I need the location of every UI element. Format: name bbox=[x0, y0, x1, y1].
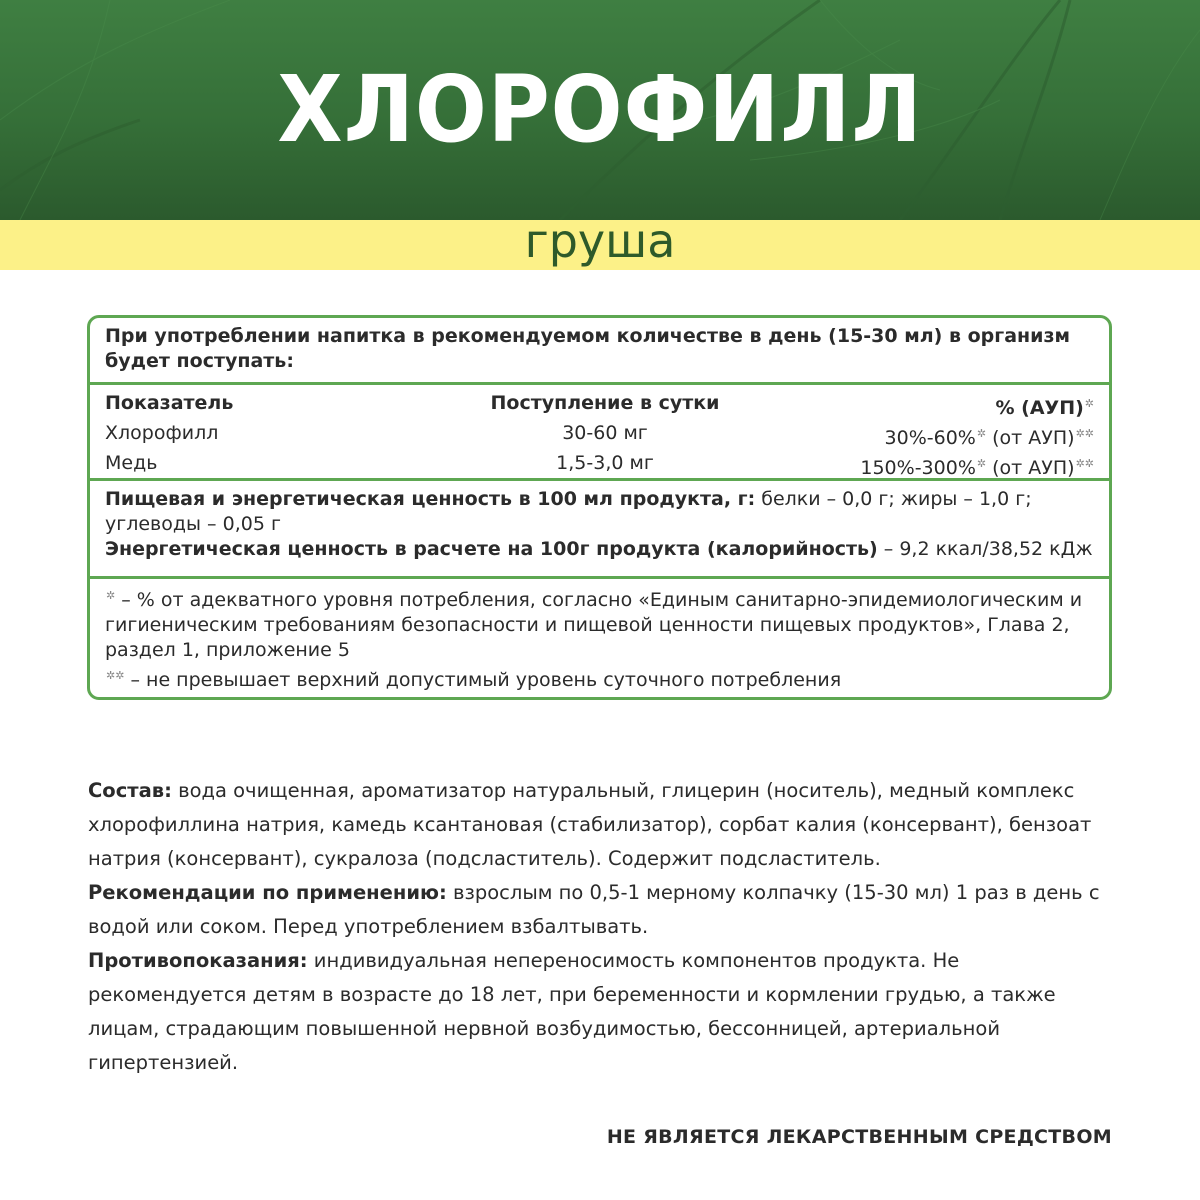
flavor-label: груша bbox=[524, 214, 676, 268]
header-indicator: Показатель bbox=[105, 392, 234, 414]
row-percent-suffix: (от АУП) bbox=[992, 457, 1075, 479]
double-asterisk-icon: ✲✲ bbox=[1075, 427, 1094, 440]
row-percent-value: 30%-60% bbox=[884, 427, 976, 449]
intro-text: При употреблении напитка в рекомендуемом количестве в день (15-30 мл) в организм будет поступать: bbox=[105, 325, 1071, 372]
energy-line bbox=[105, 537, 1094, 562]
product-description bbox=[88, 774, 1118, 1080]
composition-label: Состав: bbox=[88, 779, 172, 802]
composition-text: вода очищенная, ароматизатор натуральный, глицерин (носитель), медный комплекс хлорофиллина натрия, камедь ксантановая (стабилизатор), сорбат калия (консервант), бензоат натрия (консервант), сукралоза (подсластитель). Содержит подсластитель. bbox=[88, 779, 1092, 870]
nutrition-value: белки – 0,0 г; жиры – 1,0 г; углеводы – 0,05 г bbox=[105, 488, 1032, 535]
header-percent bbox=[805, 391, 1094, 421]
header-daily-intake: Поступление в сутки bbox=[490, 392, 720, 414]
row-percent bbox=[805, 451, 1094, 481]
usage-paragraph bbox=[88, 876, 1118, 944]
composition-paragraph bbox=[88, 774, 1118, 876]
row-percent bbox=[805, 421, 1094, 451]
header-percent-text: % (АУП) bbox=[995, 397, 1084, 419]
usage-label: Рекомендации по применению: bbox=[88, 881, 447, 904]
flavor-band bbox=[0, 214, 1200, 270]
footnotes-section bbox=[90, 576, 1109, 700]
footnote-2-text: – не превышает верхний допустимый уровень суточного потребления bbox=[124, 669, 842, 691]
asterisk-icon: ✲ bbox=[106, 589, 116, 602]
nutrition-label: Пищевая и энергетическая ценность в 100 мл продукта, г: bbox=[105, 488, 756, 510]
energy-label: Энергетическая ценность в расчете на 100г продукта (калорийность) bbox=[105, 538, 878, 560]
product-title: ХЛОРОФИЛЛ bbox=[277, 56, 923, 163]
row-daily-intake: 30-60 мг bbox=[562, 422, 648, 444]
contraindications-text: индивидуальная непереносимость компонентов продукта. Не рекомендуется детям в возрасте до 18 лет, при беременности и кормлении грудью, а также лицам, страдающим повышенной нервной возбудимостью, бессонницей, артериальной гипертензией. bbox=[88, 949, 1056, 1074]
intake-table bbox=[90, 382, 1109, 480]
contraindications-paragraph bbox=[88, 944, 1118, 1080]
asterisk-icon: ✲ bbox=[976, 457, 987, 470]
table-row bbox=[105, 421, 1094, 451]
row-indicator: Медь bbox=[105, 452, 158, 474]
footnote-1 bbox=[105, 583, 1094, 663]
footnote-2 bbox=[105, 663, 1094, 693]
double-asterisk-icon: ✲✲ bbox=[106, 669, 125, 682]
disclaimer: НЕ ЯВЛЯЕТСЯ ЛЕКАРСТВЕННЫМ СРЕДСТВОМ bbox=[606, 1126, 1112, 1148]
usage-text: взрослым по 0,5-1 мерному колпачку (15-30 мл) 1 раз в день с водой или соком. Перед употреблением взбалтывать. bbox=[88, 881, 1100, 938]
nutrition-section bbox=[90, 478, 1109, 578]
nutrition-line bbox=[105, 487, 1094, 537]
nutrition-info-box bbox=[87, 315, 1112, 700]
footnote-1-text: – % от адекватного уровня потребления, согласно «Единым санитарно-эпидемиологическим и гигиеническим требованиям безопасности и пищевой ценности пищевых продуктов», Глава 2, раздел 1, приложение 5 bbox=[105, 589, 1083, 661]
row-percent-suffix: (от АУП) bbox=[992, 427, 1075, 449]
intro-section bbox=[90, 318, 1109, 384]
asterisk-icon: ✲ bbox=[976, 427, 987, 440]
asterisk-icon: ✲ bbox=[1084, 397, 1094, 410]
row-percent-value: 150%-300% bbox=[860, 457, 976, 479]
hero-banner bbox=[0, 0, 1200, 220]
row-daily-intake: 1,5-3,0 мг bbox=[556, 452, 654, 474]
table-header-row bbox=[105, 391, 1094, 421]
energy-value: – 9,2 ккал/38,52 кДж bbox=[877, 538, 1093, 560]
contraindications-label: Противопоказания: bbox=[88, 949, 308, 972]
table-row bbox=[105, 451, 1094, 481]
row-indicator: Хлорофилл bbox=[105, 422, 219, 444]
double-asterisk-icon: ✲✲ bbox=[1075, 457, 1094, 470]
